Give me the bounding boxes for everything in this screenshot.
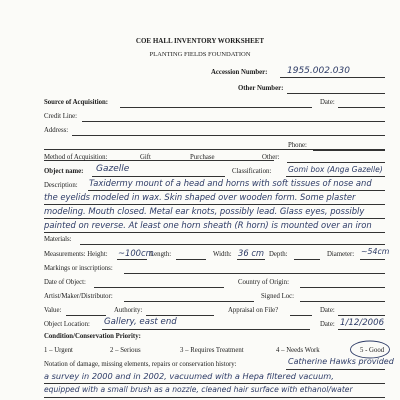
materials-label: Materials: <box>44 236 72 243</box>
signed-loc-label: Signed Loc: <box>261 293 295 300</box>
authority-label: Authority: <box>114 307 143 314</box>
object-location-value[interactable]: Gallery, east end <box>104 317 177 327</box>
object-name-label: Object name: <box>44 168 84 175</box>
condition-option-1[interactable]: 1 – Urgent <box>44 347 73 354</box>
form-title: COE HALL INVENTORY WORKSHEET <box>135 37 265 45</box>
other-number-label: Other Number: <box>238 85 284 92</box>
condition-option-2[interactable]: 2 – Serious <box>110 347 141 354</box>
credit-line-label: Credit Line: <box>44 113 78 120</box>
condition-title: Condition/Conservation Priority: <box>44 333 141 340</box>
notation-label: Notation of damage, missing elements, repairs or conservation history: <box>44 361 237 368</box>
location-date-value[interactable]: 1/12/2006 <box>340 318 385 328</box>
appraisal-on-file-label: Appraisal on File? <box>228 307 279 314</box>
method-gift-option[interactable]: Gift <box>140 154 151 161</box>
notation-inline-value[interactable]: Catherine Hawks provided <box>288 357 394 366</box>
description-line[interactable]: modeling. Mouth closed. Metal ear knots, possibly lead. Glass eyes, possibly <box>44 206 365 216</box>
notation-line[interactable]: a survey in 2000 and in 2002, vacuumed with a Hepa filtered vacuum, <box>44 371 334 381</box>
condition-option-3[interactable]: 3 – Requires Treatment <box>180 347 244 354</box>
source-of-acquisition-label: Source of Acquisition: <box>44 99 109 106</box>
width-value[interactable]: 36 cm <box>238 248 265 258</box>
date-of-object-label: Date of Object: <box>44 279 86 286</box>
condition-option-5[interactable]: 5 - Good <box>360 347 385 354</box>
object-name-value[interactable]: Gazelle <box>96 164 130 174</box>
artist-maker-label: Artist/Maker/Distributor: <box>44 293 113 300</box>
location-date-label: Date: <box>320 321 335 328</box>
markings-label: Markings or inscriptions: <box>44 265 113 272</box>
description-line[interactable]: painted on reverse. At least one horn sheath (R horn) is mounted over an iron <box>44 220 372 230</box>
diameter-value[interactable]: ~54cm <box>361 247 390 256</box>
description-label: Description: <box>44 182 78 189</box>
country-of-origin-label: Country of Origin: <box>238 279 289 286</box>
method-other-label: Other: <box>262 154 280 161</box>
method-of-acquisition-label: Method of Acquisition: <box>44 154 108 161</box>
notation-line[interactable]: equipped with a small brush as a nozzle, cleaned hair surface with ethanol/water <box>44 385 353 394</box>
diameter-label: Diameter: <box>327 251 355 258</box>
accession-number-value[interactable]: 1955.002.030 <box>287 66 350 76</box>
source-date-label: Date: <box>320 99 335 106</box>
width-label: Width: <box>213 251 232 258</box>
length-label: Length: <box>150 251 172 258</box>
description-line[interactable]: Taxidermy mount of a head and horns with soft tissues of nose and <box>89 178 372 188</box>
measurements-height-label: Measurements: Height: <box>44 251 108 258</box>
condition-option-4[interactable]: 4 – Needs Work <box>276 347 320 354</box>
address-label: Address: <box>44 127 69 134</box>
classification-label: Classification: <box>232 168 272 175</box>
method-purchase-option[interactable]: Purchase <box>190 154 215 161</box>
description-line[interactable]: the eyelids modeled in wax. Skin shaped over wooden form. Some plaster <box>44 192 356 202</box>
value-date-label: Date: <box>320 307 335 314</box>
value-label: Value: <box>44 307 62 314</box>
object-location-label: Object Location: <box>44 321 90 328</box>
accession-number-label: Accession Number: <box>211 69 268 76</box>
classification-value[interactable]: Gomi box (Anga Gazelle) <box>288 165 383 174</box>
height-value[interactable]: ~100cm <box>118 248 154 258</box>
form-subtitle: PLANTING FIELDS FOUNDATION <box>149 51 251 58</box>
phone-label: Phone: <box>288 142 307 149</box>
depth-label: Depth: <box>269 251 288 258</box>
